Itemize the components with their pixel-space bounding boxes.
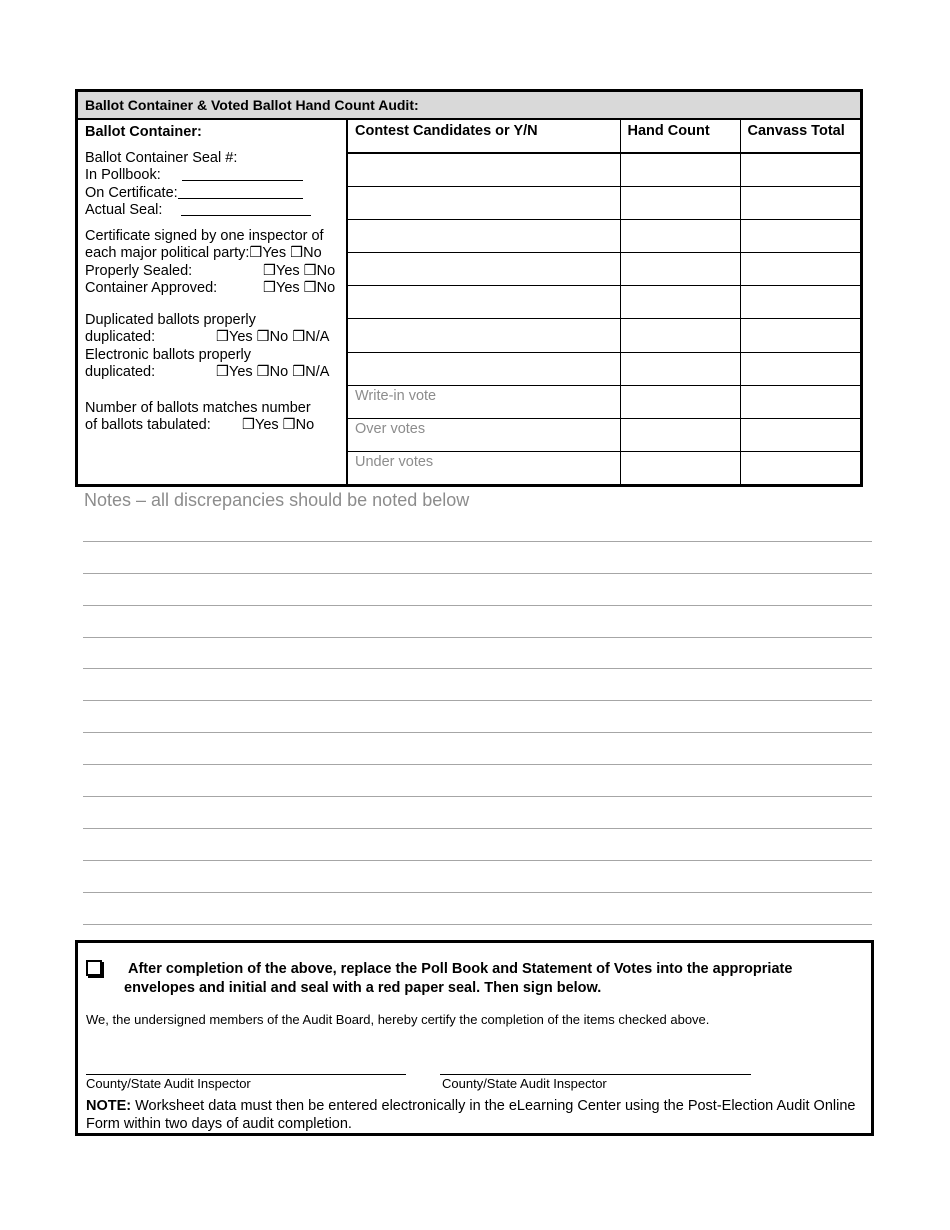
electronic-checkboxes[interactable]: ❒Yes ❒No ❒N/A <box>216 364 330 380</box>
hand-count-cell[interactable] <box>620 187 740 220</box>
instruction-line1: After completion of the above, replace the Poll Book and Statement of Votes into the appropriate <box>128 961 793 977</box>
actual-seal-row <box>85 202 346 220</box>
note-line[interactable] <box>83 732 872 733</box>
under-votes-row <box>348 451 860 484</box>
audit-body <box>78 120 860 484</box>
completion-checkbox-icon[interactable] <box>86 960 102 976</box>
hand-count-header: Hand Count <box>620 120 740 153</box>
in-pollbook-field[interactable] <box>182 167 303 181</box>
ballot-audit-section <box>75 89 863 487</box>
contest-cell[interactable] <box>348 253 620 286</box>
canvass-total-cell[interactable] <box>740 352 860 385</box>
note-line[interactable] <box>83 541 872 542</box>
table-row <box>348 319 860 352</box>
on-certificate-field[interactable] <box>178 185 303 199</box>
note-line[interactable] <box>83 637 872 638</box>
hand-count-cell[interactable] <box>620 286 740 319</box>
table-row <box>348 286 860 319</box>
hand-count-cell[interactable] <box>620 253 740 286</box>
canvass-total-cell[interactable] <box>740 286 860 319</box>
note-line[interactable] <box>83 764 872 765</box>
notes-title: Notes – all discrepancies should be noted below <box>84 490 470 510</box>
certificate-signed-row <box>85 245 346 263</box>
container-approved-label: Container Approved: <box>85 280 218 296</box>
hand-count-cell[interactable] <box>620 220 740 253</box>
contest-candidates-header: Contest Candidates or Y/N <box>348 120 620 153</box>
table-header-row <box>348 120 860 153</box>
table-row <box>348 187 860 220</box>
note-line[interactable] <box>83 924 872 925</box>
ballots-match-line1: Number of ballots matches number <box>85 399 311 416</box>
signature-line-1[interactable] <box>86 1074 406 1075</box>
certificate-signed-checkboxes[interactable]: ❒Yes ❒No <box>249 245 322 261</box>
over-votes-row <box>348 418 860 451</box>
note-line[interactable] <box>83 668 872 669</box>
note-line[interactable] <box>83 828 872 829</box>
table-row <box>348 220 860 253</box>
certification-statement: We, the undersigned members of the Audit Board, hereby certify the completion of the items checked above. <box>86 1012 710 1027</box>
electronic-row <box>85 364 346 382</box>
ballots-match-checkboxes[interactable]: ❒Yes ❒No <box>242 417 315 433</box>
canvass-total-cell[interactable] <box>740 451 860 484</box>
hand-count-cell[interactable] <box>620 418 740 451</box>
table-row <box>348 253 860 286</box>
hand-count-cell[interactable] <box>620 385 740 418</box>
certification-section <box>75 940 874 1136</box>
note-line[interactable] <box>83 605 872 606</box>
data-entry-note <box>86 1097 876 1133</box>
ballots-match-row <box>85 417 346 435</box>
canvass-total-cell[interactable] <box>740 385 860 418</box>
properly-sealed-label: Properly Sealed: <box>85 262 193 279</box>
table-row <box>348 153 860 187</box>
canvass-total-cell[interactable] <box>740 187 860 220</box>
signature-line-2[interactable] <box>440 1074 751 1075</box>
audit-section-title: Ballot Container & Voted Ballot Hand Count Audit: <box>78 92 860 120</box>
write-in-row <box>348 385 860 418</box>
note-line[interactable] <box>83 700 872 701</box>
over-votes-label: Over votes <box>348 418 620 451</box>
under-votes-label: Under votes <box>348 451 620 484</box>
in-pollbook-label: In Pollbook: <box>85 167 161 183</box>
duplicated-line1: Duplicated ballots properly <box>85 311 256 328</box>
certificate-signed-line2: each major political party: <box>85 245 250 261</box>
signature-label-1: County/State Audit Inspector <box>86 1076 251 1091</box>
canvass-total-cell[interactable] <box>740 220 860 253</box>
on-certificate-row <box>85 185 346 203</box>
table-row <box>348 352 860 385</box>
note-text: Worksheet data must then be entered electronically in the eLearning Center using the Post-Election Audit Online Form within two days of audit completion. <box>86 1098 856 1132</box>
actual-seal-label: Actual Seal: <box>85 202 163 218</box>
canvass-total-header: Canvass Total <box>740 120 860 153</box>
note-line[interactable] <box>83 796 872 797</box>
hand-count-cell[interactable] <box>620 451 740 484</box>
seal-number-label: Ballot Container Seal #: <box>85 149 238 166</box>
completion-instruction <box>124 960 858 998</box>
write-in-label: Write-in vote <box>348 385 620 418</box>
canvass-total-cell[interactable] <box>740 253 860 286</box>
container-approved-row <box>85 280 346 298</box>
certificate-signed-line1: Certificate signed by one inspector of <box>85 227 324 244</box>
hand-count-grid <box>348 120 860 484</box>
note-label: NOTE: <box>86 1098 132 1114</box>
in-pollbook-row <box>85 167 346 185</box>
properly-sealed-checkboxes[interactable]: ❒Yes ❒No <box>263 262 336 279</box>
duplicated-row <box>85 329 346 347</box>
hand-count-cell[interactable] <box>620 153 740 187</box>
note-line[interactable] <box>83 892 872 893</box>
contest-cell[interactable] <box>348 286 620 319</box>
canvass-total-cell[interactable] <box>740 319 860 352</box>
contest-cell[interactable] <box>348 319 620 352</box>
signature-label-2: County/State Audit Inspector <box>442 1076 607 1091</box>
canvass-total-cell[interactable] <box>740 153 860 187</box>
duplicated-checkboxes[interactable]: ❒Yes ❒No ❒N/A <box>216 329 330 345</box>
ballot-container-title: Ballot Container: <box>85 124 202 140</box>
instruction-line2: envelopes and initial and seal with a red paper seal. Then sign below. <box>124 980 602 996</box>
duplicated-line2: duplicated: <box>85 329 156 345</box>
hand-count-cell[interactable] <box>620 319 740 352</box>
container-approved-checkboxes[interactable]: ❒Yes ❒No <box>263 280 336 296</box>
hand-count-cell[interactable] <box>620 352 740 385</box>
ballot-container-panel <box>78 120 348 484</box>
note-line[interactable] <box>83 860 872 861</box>
ballots-match-line2: of ballots tabulated: <box>85 417 211 433</box>
properly-sealed-row <box>85 263 346 281</box>
hand-count-table <box>348 120 860 484</box>
contest-cell[interactable] <box>348 352 620 385</box>
actual-seal-field[interactable] <box>181 202 311 216</box>
canvass-total-cell[interactable] <box>740 418 860 451</box>
electronic-line2: duplicated: <box>85 364 156 380</box>
electronic-line1: Electronic ballots properly <box>85 346 252 363</box>
contest-cell[interactable] <box>348 153 620 187</box>
contest-cell[interactable] <box>348 220 620 253</box>
note-line[interactable] <box>83 573 872 574</box>
contest-cell[interactable] <box>348 187 620 220</box>
on-certificate-label: On Certificate: <box>85 184 178 201</box>
